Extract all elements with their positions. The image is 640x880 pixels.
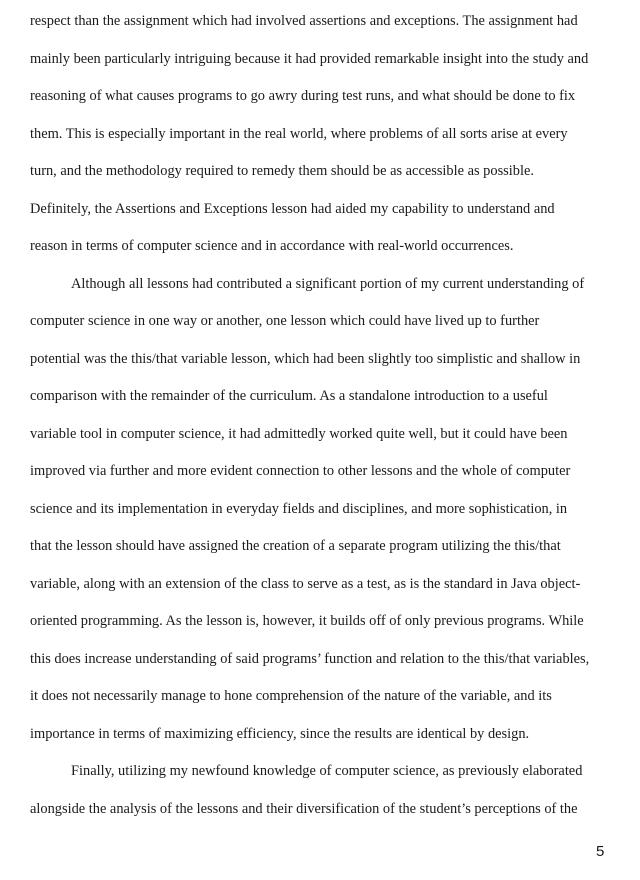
text-line: improved via further and more evident connection to other lessons and the whole of computer	[30, 463, 571, 479]
text-line: turn, and the methodology required to remedy them should be as accessible as possible.	[30, 163, 534, 179]
text-line: potential was the this/that variable lesson, which had been slightly too simplistic and shallow in	[30, 351, 581, 367]
text-line: variable, along with an extension of the class to serve as a test, as is the standard in Java object-	[30, 576, 581, 592]
text-line: science and its implementation in everyday fields and disciplines, and more sophistication, in	[30, 501, 568, 517]
text-line: this does increase understanding of said programs’ function and relation to the this/that variables,	[30, 651, 590, 667]
page-number: 5	[596, 843, 605, 860]
text-line: them. This is especially important in the real world, where problems of all sorts arise at every	[30, 126, 568, 142]
text-line: respect than the assignment which had involved assertions and exceptions. The assignment had	[30, 13, 578, 29]
text-line: importance in terms of maximizing efficiency, since the results are identical by design.	[30, 726, 530, 742]
text-line: that the lesson should have assigned the creation of a separate program utilizing the this/that	[30, 538, 561, 554]
text-line: computer science in one way or another, one lesson which could have lived up to further	[30, 313, 540, 329]
text-line: variable tool in computer science, it had admittedly worked quite well, but it could have been	[30, 426, 568, 442]
text-line: reason in terms of computer science and in accordance with real-world occurrences.	[30, 238, 514, 254]
text-line: oriented programming. As the lesson is, however, it builds off of only previous programs. While	[30, 613, 584, 629]
text-line: comparison with the remainder of the curriculum. As a standalone introduction to a useful	[30, 388, 548, 404]
text-line: Definitely, the Assertions and Exceptions lesson had aided my capability to understand and	[30, 201, 555, 217]
text-line: mainly been particularly intriguing because it had provided remarkable insight into the study and	[30, 51, 589, 67]
text-line: Finally, utilizing my newfound knowledge of computer science, as previously elaborated	[71, 763, 583, 779]
text-line: reasoning of what causes programs to go awry during test runs, and what should be done to fix	[30, 88, 576, 104]
text-line: it does not necessarily manage to hone comprehension of the nature of the variable, and its	[30, 688, 552, 704]
text-line: Although all lessons had contributed a significant portion of my current understanding of	[71, 276, 585, 292]
text-line: alongside the analysis of the lessons and their diversification of the student’s perceptions of the	[30, 801, 578, 817]
